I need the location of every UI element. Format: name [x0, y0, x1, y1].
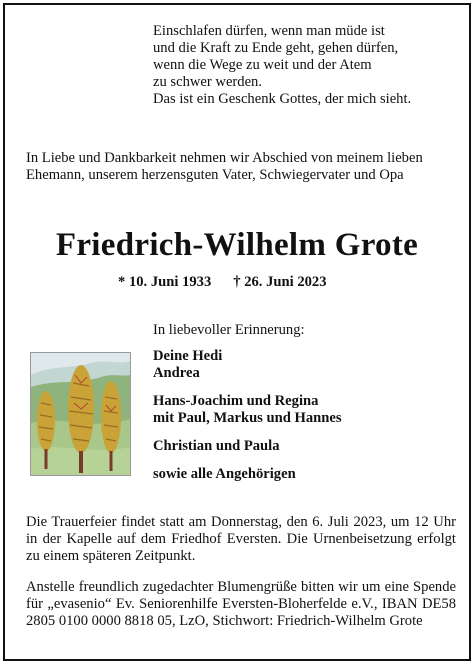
memory-line: In liebevoller Erinnerung: — [153, 322, 305, 338]
deceased-name: Friedrich-Wilhelm Grote — [55, 227, 419, 263]
poem-line: wenn die Wege zu weit und der Atem — [153, 57, 372, 73]
mourner-group — [153, 466, 342, 483]
donation-request: Anstelle freundlich zugedachter Blumengrüße bitten wir um eine Spende für „evasenio“ Ev. Seniorenhilfe Eversten-Bloherfelde e.V., IBAN DE58 2805 0100 0000 8818 05, LzO, Stichwort: Friedrich-Wilhelm Grote — [26, 579, 456, 629]
life-dates — [118, 273, 327, 291]
cypress-trees-painting-icon — [30, 352, 131, 476]
mourner-group — [153, 438, 342, 455]
mourner-name: Deine Hedi — [153, 348, 223, 364]
poem-line: und die Kraft zu Ende geht, gehen dürfen, — [153, 40, 399, 56]
mourner-group — [153, 393, 342, 427]
farewell-intro: In Liebe und Dankbarkeit nehmen wir Abschied von meinem lieben Ehemann, unserem herzensguten Vater, Schwiegervater und Opa — [26, 150, 423, 183]
birth-date: * 10. Juni 1933 — [118, 274, 212, 290]
poem-line: Einschlafen dürfen, wenn man müde ist — [153, 23, 385, 39]
mourner-name: mit Paul, Markus und Hannes — [153, 410, 342, 426]
mourner-name: sowie alle Angehörigen — [153, 466, 296, 482]
poem — [153, 23, 411, 108]
mourner-group — [153, 348, 342, 382]
death-date: † 26. Juni 2023 — [233, 274, 327, 290]
mourner-name: Andrea — [153, 365, 200, 381]
funeral-details: Die Trauerfeier findet statt am Donnerstag, den 6. Juli 2023, um 12 Uhr in der Kapelle auf dem Friedhof Eversten. Die Urnenbeisetzung erfolgt zu einem späteren Zeitpunkt. — [26, 514, 456, 564]
poem-line: zu schwer werden. — [153, 74, 262, 90]
obituary-notice — [3, 3, 471, 661]
mourner-name: Hans-Joachim und Regina — [153, 393, 319, 409]
mourners-list — [153, 348, 342, 494]
mourner-name: Christian und Paula — [153, 438, 280, 454]
poem-line: Das ist ein Geschenk Gottes, der mich sieht. — [153, 91, 412, 107]
